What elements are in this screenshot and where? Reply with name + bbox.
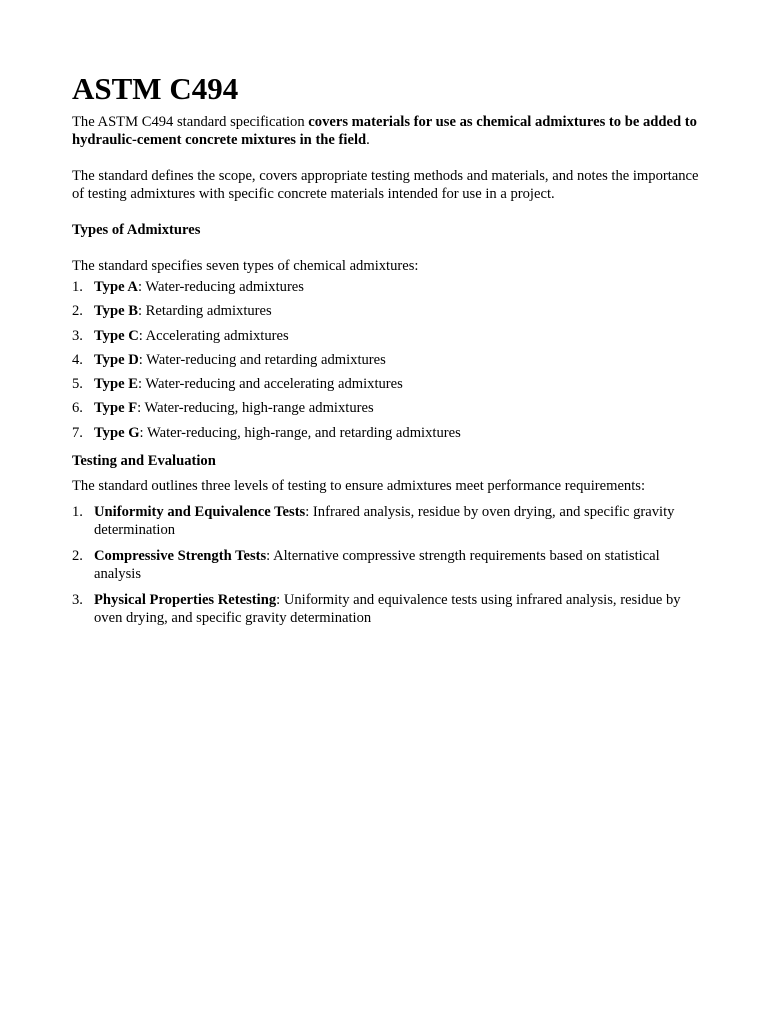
- list-item-term: Uniformity and Equivalence Tests: [94, 503, 306, 520]
- list-number: 5.: [72, 376, 83, 393]
- list-item-body: [94, 424, 702, 442]
- list-item: [72, 375, 702, 393]
- list-number: 6.: [72, 400, 83, 417]
- list-item-body: [94, 503, 702, 539]
- list-item: [72, 351, 702, 369]
- list-item-term: Type F: [94, 400, 138, 417]
- list-item-desc: : Alternative compressive strength requirements based on statistical analysis: [94, 547, 660, 582]
- intro-suffix: .: [366, 132, 370, 148]
- list-item-body: [94, 278, 702, 296]
- list-item-desc: : Water-reducing, high-range, and retarding admixtures: [139, 424, 461, 441]
- types-list: [72, 278, 702, 442]
- list-item: [72, 591, 702, 627]
- types-heading: Types of Admixtures: [72, 222, 201, 238]
- list-item-body: [94, 399, 702, 417]
- list-item-desc: : Water-reducing and accelerating admixtures: [137, 376, 403, 393]
- list-item: [72, 547, 702, 583]
- list-number: 2.: [72, 303, 83, 320]
- list-item-term: Type E: [94, 376, 138, 393]
- list-number: 7.: [72, 424, 83, 441]
- list-number: 4.: [72, 351, 83, 368]
- testing-intro: The standard outlines three levels of testing to ensure admixtures meet performance requirements:: [72, 477, 646, 494]
- list-item-desc: : Retarding admixtures: [137, 303, 272, 320]
- list-item: [72, 327, 702, 345]
- list-item-body: [94, 351, 702, 369]
- list-item-desc: : Infrared analysis, residue by oven drying, and specific gravity determination: [94, 503, 675, 538]
- list-item-term: Type A: [94, 279, 138, 295]
- list-item-desc: : Water-reducing, high-range admixtures: [137, 400, 374, 417]
- testing-list: [72, 503, 702, 627]
- list-number: 3.: [72, 591, 83, 608]
- list-item-term: Type C: [94, 327, 139, 344]
- list-number: 1.: [72, 279, 83, 295]
- list-item-body: [94, 302, 702, 320]
- list-item-term: Type D: [94, 351, 139, 368]
- list-item: [72, 399, 702, 417]
- list-item: [72, 278, 702, 296]
- list-item-term: Type B: [94, 303, 138, 320]
- list-item-term: Type G: [94, 424, 140, 441]
- list-item: [72, 424, 702, 442]
- list-item-body: [94, 547, 702, 583]
- list-item-body: [94, 591, 702, 627]
- testing-heading: Testing and Evaluation: [72, 452, 216, 469]
- intro-paragraph: [72, 113, 702, 149]
- intro-prefix: The ASTM C494 standard specification: [72, 114, 309, 130]
- list-item-desc: : Uniformity and equivalence tests using infrared analysis, residue by oven drying, and specific gravity determination: [94, 591, 681, 626]
- list-number: 1.: [72, 503, 83, 520]
- types-intro: The standard specifies seven types of chemical admixtures:: [72, 258, 419, 274]
- scope-paragraph: The standard defines the scope, covers appropriate testing methods and materials, and notes the importance of testing admixtures with specific concrete materials intended for use in a project.: [72, 168, 699, 202]
- list-item-desc: : Water-reducing admixtures: [137, 279, 304, 295]
- list-number: 3.: [72, 327, 83, 344]
- list-item-body: [94, 327, 702, 345]
- list-item: [72, 503, 702, 539]
- intro-bold-text: covers materials for use as chemical admixtures to be added to hydraulic-cement concrete mixtures in the field: [72, 114, 697, 148]
- list-number: 2.: [72, 547, 83, 564]
- list-item-term: Physical Properties Retesting: [94, 591, 277, 608]
- list-item-term: Compressive Strength Tests: [94, 547, 267, 564]
- list-item-desc: : Water-reducing and retarding admixtures: [138, 351, 386, 368]
- list-item-body: [94, 375, 702, 393]
- list-item-desc: : Accelerating admixtures: [138, 327, 289, 344]
- document-title: ASTM C494: [72, 71, 239, 106]
- list-item: [72, 302, 702, 320]
